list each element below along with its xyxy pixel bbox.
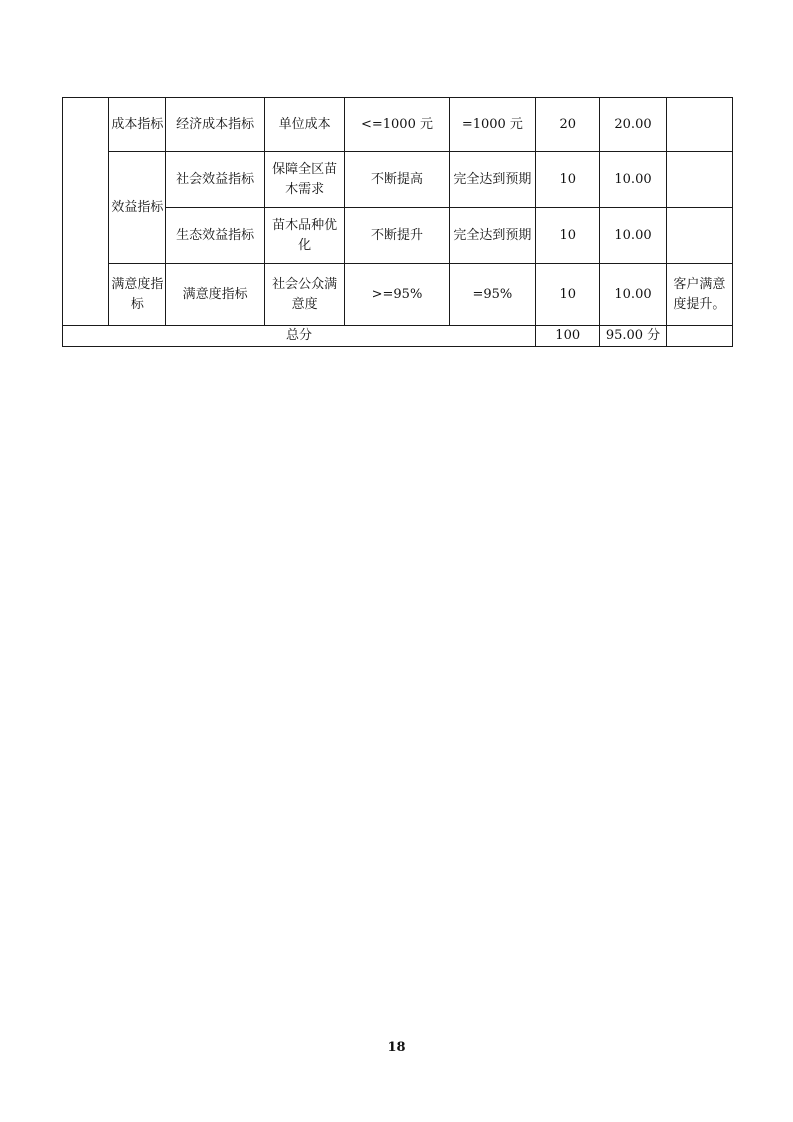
total-weight-cell: 100 bbox=[536, 326, 600, 347]
page-number: 18 bbox=[387, 1040, 406, 1055]
weight-cell: 20 bbox=[536, 98, 600, 152]
score-cell: 20.00 bbox=[600, 98, 666, 152]
level1-indicator-cell: 效益指标 bbox=[109, 152, 166, 264]
total-remark-cell bbox=[666, 326, 732, 347]
level1-indicator-cell: 成本指标 bbox=[109, 98, 166, 152]
indicator-name-cell: 单位成本 bbox=[264, 98, 344, 152]
table-row bbox=[63, 152, 733, 208]
remark-cell: 客户满意度提升。 bbox=[666, 264, 732, 326]
remark-cell bbox=[666, 208, 732, 264]
table-row bbox=[63, 264, 733, 326]
remark-cell bbox=[666, 152, 732, 208]
actual-value-cell: =1000 元 bbox=[449, 98, 535, 152]
level2-indicator-cell: 满意度指标 bbox=[166, 264, 264, 326]
total-score-cell: 95.00 分 bbox=[600, 326, 666, 347]
table-row bbox=[63, 98, 733, 152]
performance-indicator-table bbox=[62, 97, 733, 347]
continued-category-cell bbox=[63, 98, 109, 326]
target-value-cell: <=1000 元 bbox=[345, 98, 449, 152]
score-cell: 10.00 bbox=[600, 208, 666, 264]
indicator-name-cell: 苗木品种优化 bbox=[264, 208, 344, 264]
actual-value-cell: 完全达到预期 bbox=[449, 152, 535, 208]
weight-cell: 10 bbox=[536, 264, 600, 326]
weight-cell: 10 bbox=[536, 152, 600, 208]
target-value-cell: 不断提高 bbox=[345, 152, 449, 208]
target-value-cell: >=95% bbox=[345, 264, 449, 326]
level2-indicator-cell: 经济成本指标 bbox=[166, 98, 264, 152]
target-value-cell: 不断提升 bbox=[345, 208, 449, 264]
actual-value-cell: =95% bbox=[449, 264, 535, 326]
remark-cell bbox=[666, 98, 732, 152]
indicator-name-cell: 保障全区苗木需求 bbox=[264, 152, 344, 208]
total-row bbox=[63, 326, 733, 347]
indicator-name-cell: 社会公众满意度 bbox=[264, 264, 344, 326]
level2-indicator-cell: 生态效益指标 bbox=[166, 208, 264, 264]
score-cell: 10.00 bbox=[600, 264, 666, 326]
weight-cell: 10 bbox=[536, 208, 600, 264]
score-cell: 10.00 bbox=[600, 152, 666, 208]
actual-value-cell: 完全达到预期 bbox=[449, 208, 535, 264]
level1-indicator-cell: 满意度指标 bbox=[109, 264, 166, 326]
level2-indicator-cell: 社会效益指标 bbox=[166, 152, 264, 208]
total-label-cell: 总分 bbox=[63, 326, 536, 347]
